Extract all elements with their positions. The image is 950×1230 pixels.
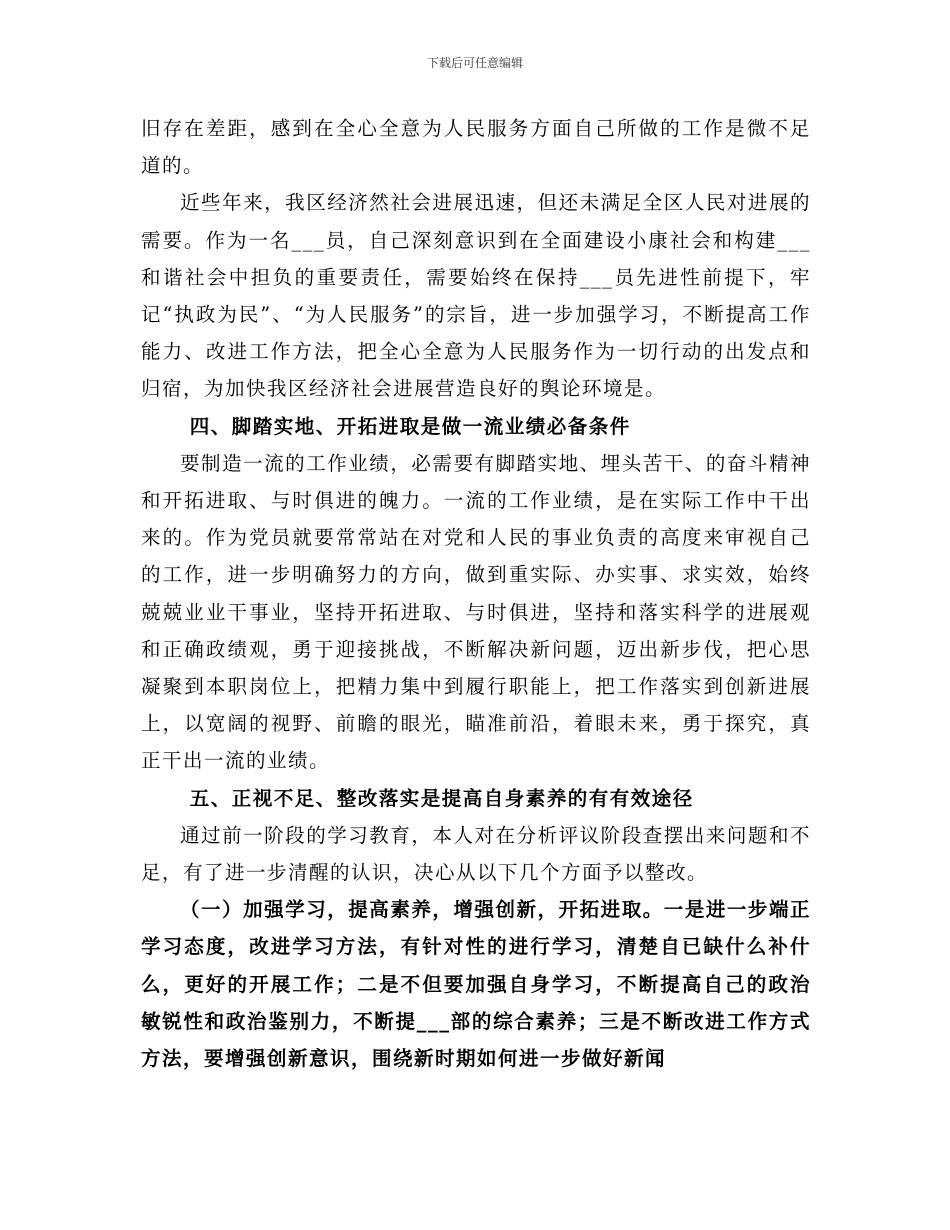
paragraph-4: 通过前一阶段的学习教育，本人对在分析评议阶段查摆出来问题和不足，有了进一步清醒的认识，决心从以下几个方面予以整改。 [141, 823, 811, 885]
page-header-note: 下载后可任意编辑 [426, 56, 523, 70]
section-heading-5: 五、正视不足、整改落实是提高自身素养的有有效途径 [189, 786, 694, 810]
document-body [141, 110, 811, 1077]
section-heading-4: 四、脚踏实地、开拓进取是做一流业绩必备条件 [189, 414, 631, 438]
paragraph-5-bold: （一）加强学习，提高素养，增强创新，开拓进取。一是进一步端正学习态度，改进学习方法，有针对性的进行学习，清楚自已缺什么补什么，更好的开展工作；二是不但要加强自身学习，不断提高自己的政治敏锐性和政治鉴别力，不断提___部的综合素养；三是不断改进工作方式方法，要增强创新意识，围绕新时期如何进一步做好新闻 [141, 898, 811, 1071]
paragraph-1: 旧存在差距，感到在全心全意为人民服务方面自己所做的工作是微不足道的。 [141, 117, 811, 178]
paragraph-3: 要制造一流的工作业绩，必需要有脚踏实地、埋头苦干、的奋斗精神和开拓进取、与时俱进的魄力。一流的工作业绩，是在实际工作中干出来的。作为党员就要常常站在对党和人民的事业负责的高度来审视自己的工作，进一步明确努力的方向，做到重实际、办实事、求实效，始终兢兢业业干事业，坚持开拓进取、与时俱进，坚持和落实科学的进展观和正确政绩观，勇于迎接挑战，不断解决新问题，迈出新步伐，把心思凝聚到本职岗位上，把精力集中到履行职能上，把工作落实到创新进展上，以宽阔的视野、前瞻的眼光，瞄准前沿，着眼未来，勇于探究，真正干出一流的业绩。 [141, 451, 811, 773]
paragraph-2: 近些年来，我区经济然社会进展迅速，但还未满足全区人民对进展的需要。作为一名___员，自己深刻意识到在全面建设小康社会和构建___和谐社会中担负的重要责任，需要始终在保持___员先进性前提下，牢记“执政为民”、“为人民服务”的宗旨，进一步加强学习，不断提高工作能力、改进工作方法，把全心全意为人民服务作为一切行动的出发点和归宿，为加快我区经济社会进展营造良好的舆论环境是。 [141, 191, 811, 401]
